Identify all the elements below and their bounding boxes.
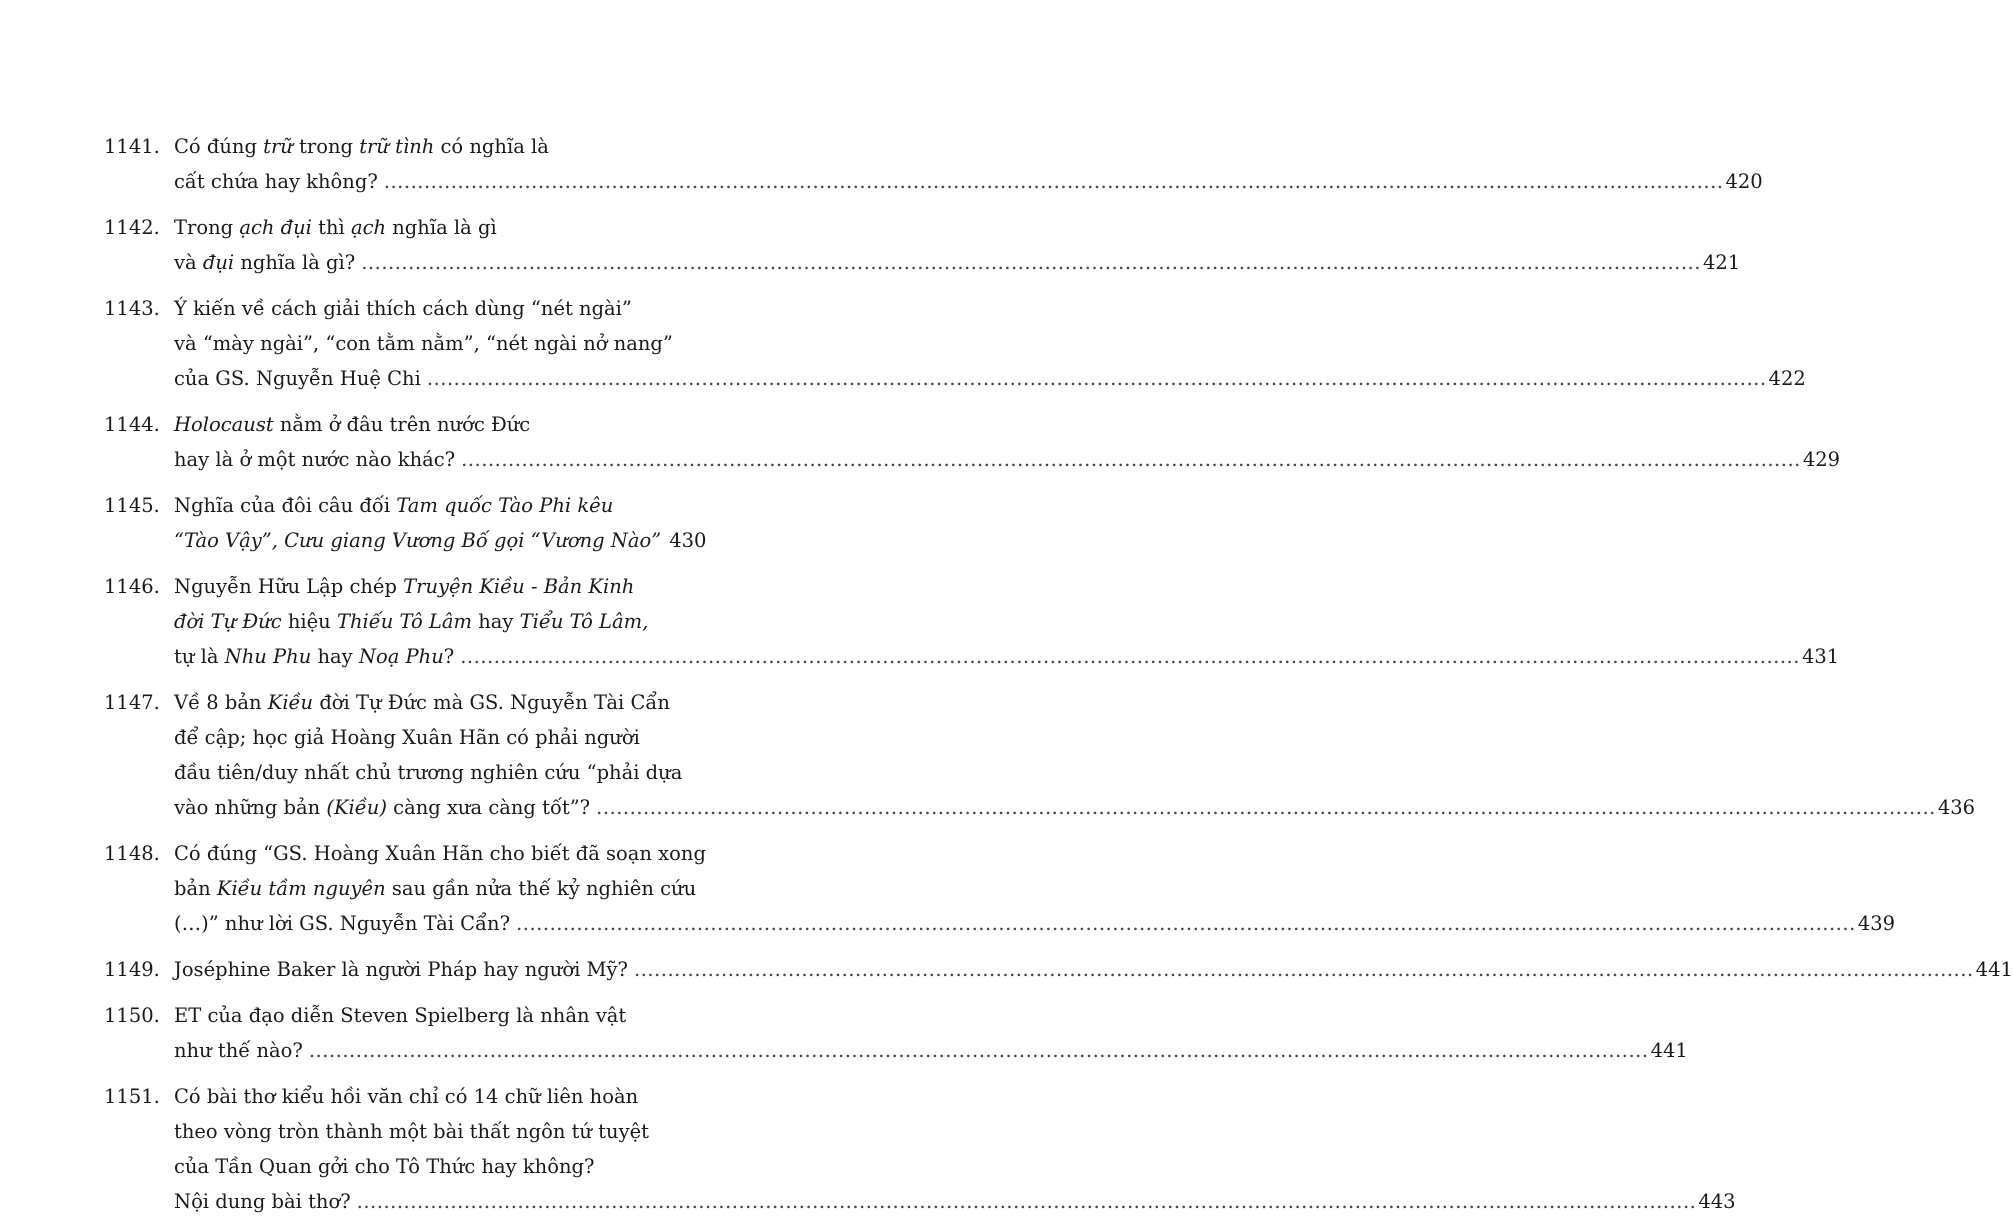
text: có nghĩa là — [434, 135, 549, 158]
entry-number: 1143. — [104, 297, 160, 320]
dot-leader: ........................................................................................................................................................................................................ — [426, 367, 1767, 390]
text: càng xưa càng tốt”? — [386, 796, 591, 819]
italic-text: đời Tự Đức — [174, 610, 282, 633]
text: Nghĩa của đôi câu đối — [174, 494, 397, 517]
page-number: 431 — [1801, 645, 1840, 668]
title-line — [174, 998, 692, 1033]
text: hay — [472, 610, 520, 633]
page-number: 429 — [1802, 448, 1841, 471]
toc-entry — [104, 210, 1741, 280]
title-line — [174, 755, 692, 790]
title-line — [174, 790, 1976, 825]
page-number: 443 — [1698, 1190, 1736, 1213]
toc-entry — [104, 291, 1806, 396]
entry-number: 1141. — [104, 135, 160, 158]
title-line — [174, 720, 692, 755]
text: Có đúng — [174, 135, 264, 158]
text: Có bài thơ kiểu hồi văn chỉ có 14 chữ liên hoàn — [174, 1085, 639, 1108]
entry-title — [174, 998, 1688, 1068]
text: của GS. Nguyễn Huệ Chi — [174, 367, 421, 390]
toc-entry — [104, 836, 1896, 941]
text: Nguyễn Hữu Lập chép — [174, 575, 404, 598]
dot-leader: ........................................................................................................................................................................................................ — [461, 448, 1801, 471]
toc-entry — [104, 488, 707, 558]
page-number: 439 — [1857, 912, 1896, 935]
text: Có đúng “GS. Hoàng Xuân Hãn cho biết đã soạn xong — [174, 842, 706, 865]
text: hiệu — [281, 610, 337, 633]
text: đầu tiên/duy nhất chủ trương nghiên cứu “phải dựa — [174, 761, 683, 784]
entry-title — [174, 210, 1741, 280]
toc-entry — [104, 569, 1840, 674]
page-number: 436 — [1937, 796, 1976, 819]
title-line — [174, 129, 692, 164]
toc-entry — [104, 998, 1688, 1068]
title-line — [174, 871, 697, 906]
text: sau gần nửa thế kỷ nghiên cứu — [385, 877, 697, 900]
entry-title — [174, 407, 1841, 477]
entry-title — [174, 488, 707, 558]
italic-text: Thiếu Tô Lâm — [336, 610, 472, 633]
text: Về 8 bản — [174, 691, 268, 714]
italic-text: Noạ Phu — [358, 645, 444, 668]
title-line — [174, 906, 1896, 941]
dot-leader: ........................................................................................................................................................................................................ — [460, 645, 1800, 668]
text: đời Tự Đức mà GS. Nguyễn Tài Cẩn — [313, 691, 670, 714]
page-number: 430 — [669, 529, 707, 552]
entry-number: 1142. — [104, 216, 160, 239]
entry-title — [174, 291, 1806, 396]
entry-number: 1147. — [104, 691, 160, 714]
title-line — [174, 523, 707, 558]
title-line — [174, 1184, 1736, 1219]
title-line — [174, 952, 2013, 987]
text: trong — [292, 135, 360, 158]
italic-text: Kiều tầm nguyên — [216, 877, 386, 900]
title-line — [174, 361, 1806, 396]
title-line — [174, 1033, 1688, 1068]
toc-entry — [104, 1079, 1736, 1219]
dot-leader: ........................................................................................................................................................................................................ — [308, 1039, 1649, 1062]
dot-leader: ........................................................................................................................................................................................................ — [633, 958, 1974, 981]
dot-leader: ........................................................................................................................................................................................................ — [383, 170, 1724, 193]
text: tự là — [174, 645, 225, 668]
italic-text: Tiểu Tô Lâm, — [519, 610, 649, 633]
entry-title — [174, 129, 1763, 199]
text: vào những bản — [174, 796, 327, 819]
italic-text: ạch — [350, 216, 387, 239]
text: hay là ở một nước nào khác? — [174, 448, 456, 471]
entry-number: 1149. — [104, 958, 160, 981]
text: như thế nào? — [174, 1039, 303, 1062]
toc-entry — [104, 685, 1976, 825]
page-number: 441 — [1975, 958, 2013, 981]
entry-number: 1148. — [104, 842, 160, 865]
entry-number: 1151. — [104, 1085, 160, 1108]
table-of-contents — [104, 129, 2013, 1230]
text: thì — [311, 216, 351, 239]
title-line — [174, 685, 692, 720]
text: để cập; học giả Hoàng Xuân Hãn có phải người — [174, 726, 640, 749]
toc-entry — [104, 407, 1841, 477]
page-number: 422 — [1768, 367, 1806, 390]
entry-title — [174, 1079, 1736, 1219]
entry-number: 1150. — [104, 1004, 160, 1027]
toc-entry — [104, 129, 1763, 199]
text: hay — [311, 645, 359, 668]
italic-text: Holocaust — [174, 413, 274, 436]
italic-text: Truyện Kiều - Bản Kinh — [403, 575, 635, 598]
title-line — [174, 407, 692, 442]
text: theo vòng tròn thành một bài thất ngôn tứ tuyệt — [174, 1120, 649, 1143]
title-line — [174, 488, 692, 523]
title-line — [174, 164, 1763, 199]
italic-text: trữ tình — [359, 135, 435, 158]
italic-text: Kiều — [267, 691, 314, 714]
text: Joséphine Baker là người Pháp hay người Mỹ? — [174, 958, 628, 981]
entry-title — [174, 685, 1976, 825]
title-line — [174, 326, 692, 361]
text: cất chứa hay không? — [174, 170, 378, 193]
toc-entry — [104, 952, 2013, 987]
dot-leader: ........................................................................................................................................................................................................ — [596, 796, 1936, 819]
italic-text: ạch đụi — [239, 216, 312, 239]
text: và — [174, 251, 203, 274]
page-number: 441 — [1650, 1039, 1688, 1062]
italic-text: Nhu Phu — [224, 645, 312, 668]
dot-leader: ........................................................................................................................................................................................................ — [361, 251, 1701, 274]
text: nằm ở đâu trên nước Đức — [273, 413, 531, 436]
title-line — [174, 604, 692, 639]
page-number: 420 — [1725, 170, 1763, 193]
title-line — [174, 210, 692, 245]
title-line — [174, 245, 1741, 280]
text: nghĩa là gì? — [234, 251, 356, 274]
text: và “mày ngài”, “con tằm nằm”, “nét ngài nở nang” — [174, 332, 673, 355]
text: ET của đạo diễn Steven Spielberg là nhân vật — [174, 1004, 627, 1027]
title-line — [174, 1114, 692, 1149]
text: bản — [174, 877, 217, 900]
text: ? — [443, 645, 455, 668]
title-line — [174, 639, 1840, 674]
title-line — [174, 836, 706, 871]
text: Nội dung bài thơ? — [174, 1190, 351, 1213]
entry-number: 1144. — [104, 413, 160, 436]
entry-title — [174, 952, 2013, 987]
text: Ý kiến về cách giải thích cách dùng “nét ngài” — [174, 297, 632, 320]
title-line — [174, 291, 692, 326]
text: Trong — [174, 216, 240, 239]
entry-number: 1145. — [104, 494, 160, 517]
page-number: 421 — [1702, 251, 1741, 274]
italic-text: (Kiều) — [326, 796, 387, 819]
dot-leader: ........................................................................................................................................................................................................ — [356, 1190, 1697, 1213]
title-line — [174, 1149, 692, 1184]
entry-title — [174, 836, 1896, 941]
italic-text: đụi — [202, 251, 235, 274]
title-line — [174, 442, 1841, 477]
text: (…)” như lời GS. Nguyễn Tài Cẩn? — [174, 912, 511, 935]
title-line — [174, 569, 692, 604]
text: nghĩa là gì — [386, 216, 497, 239]
entry-title — [174, 569, 1840, 674]
italic-text: trữ — [263, 135, 293, 158]
dot-leader: ........................................................................................................................................................................................................ — [516, 912, 1856, 935]
italic-text: Tam quốc Tào Phi kêu — [396, 494, 614, 517]
italic-text: “Tào Vậy”, Cưu giang Vương Bố gọi “Vương Nào” — [174, 529, 662, 552]
text: của Tần Quan gởi cho Tô Thức hay không? — [174, 1155, 595, 1178]
entry-number: 1146. — [104, 575, 160, 598]
title-line — [174, 1079, 692, 1114]
